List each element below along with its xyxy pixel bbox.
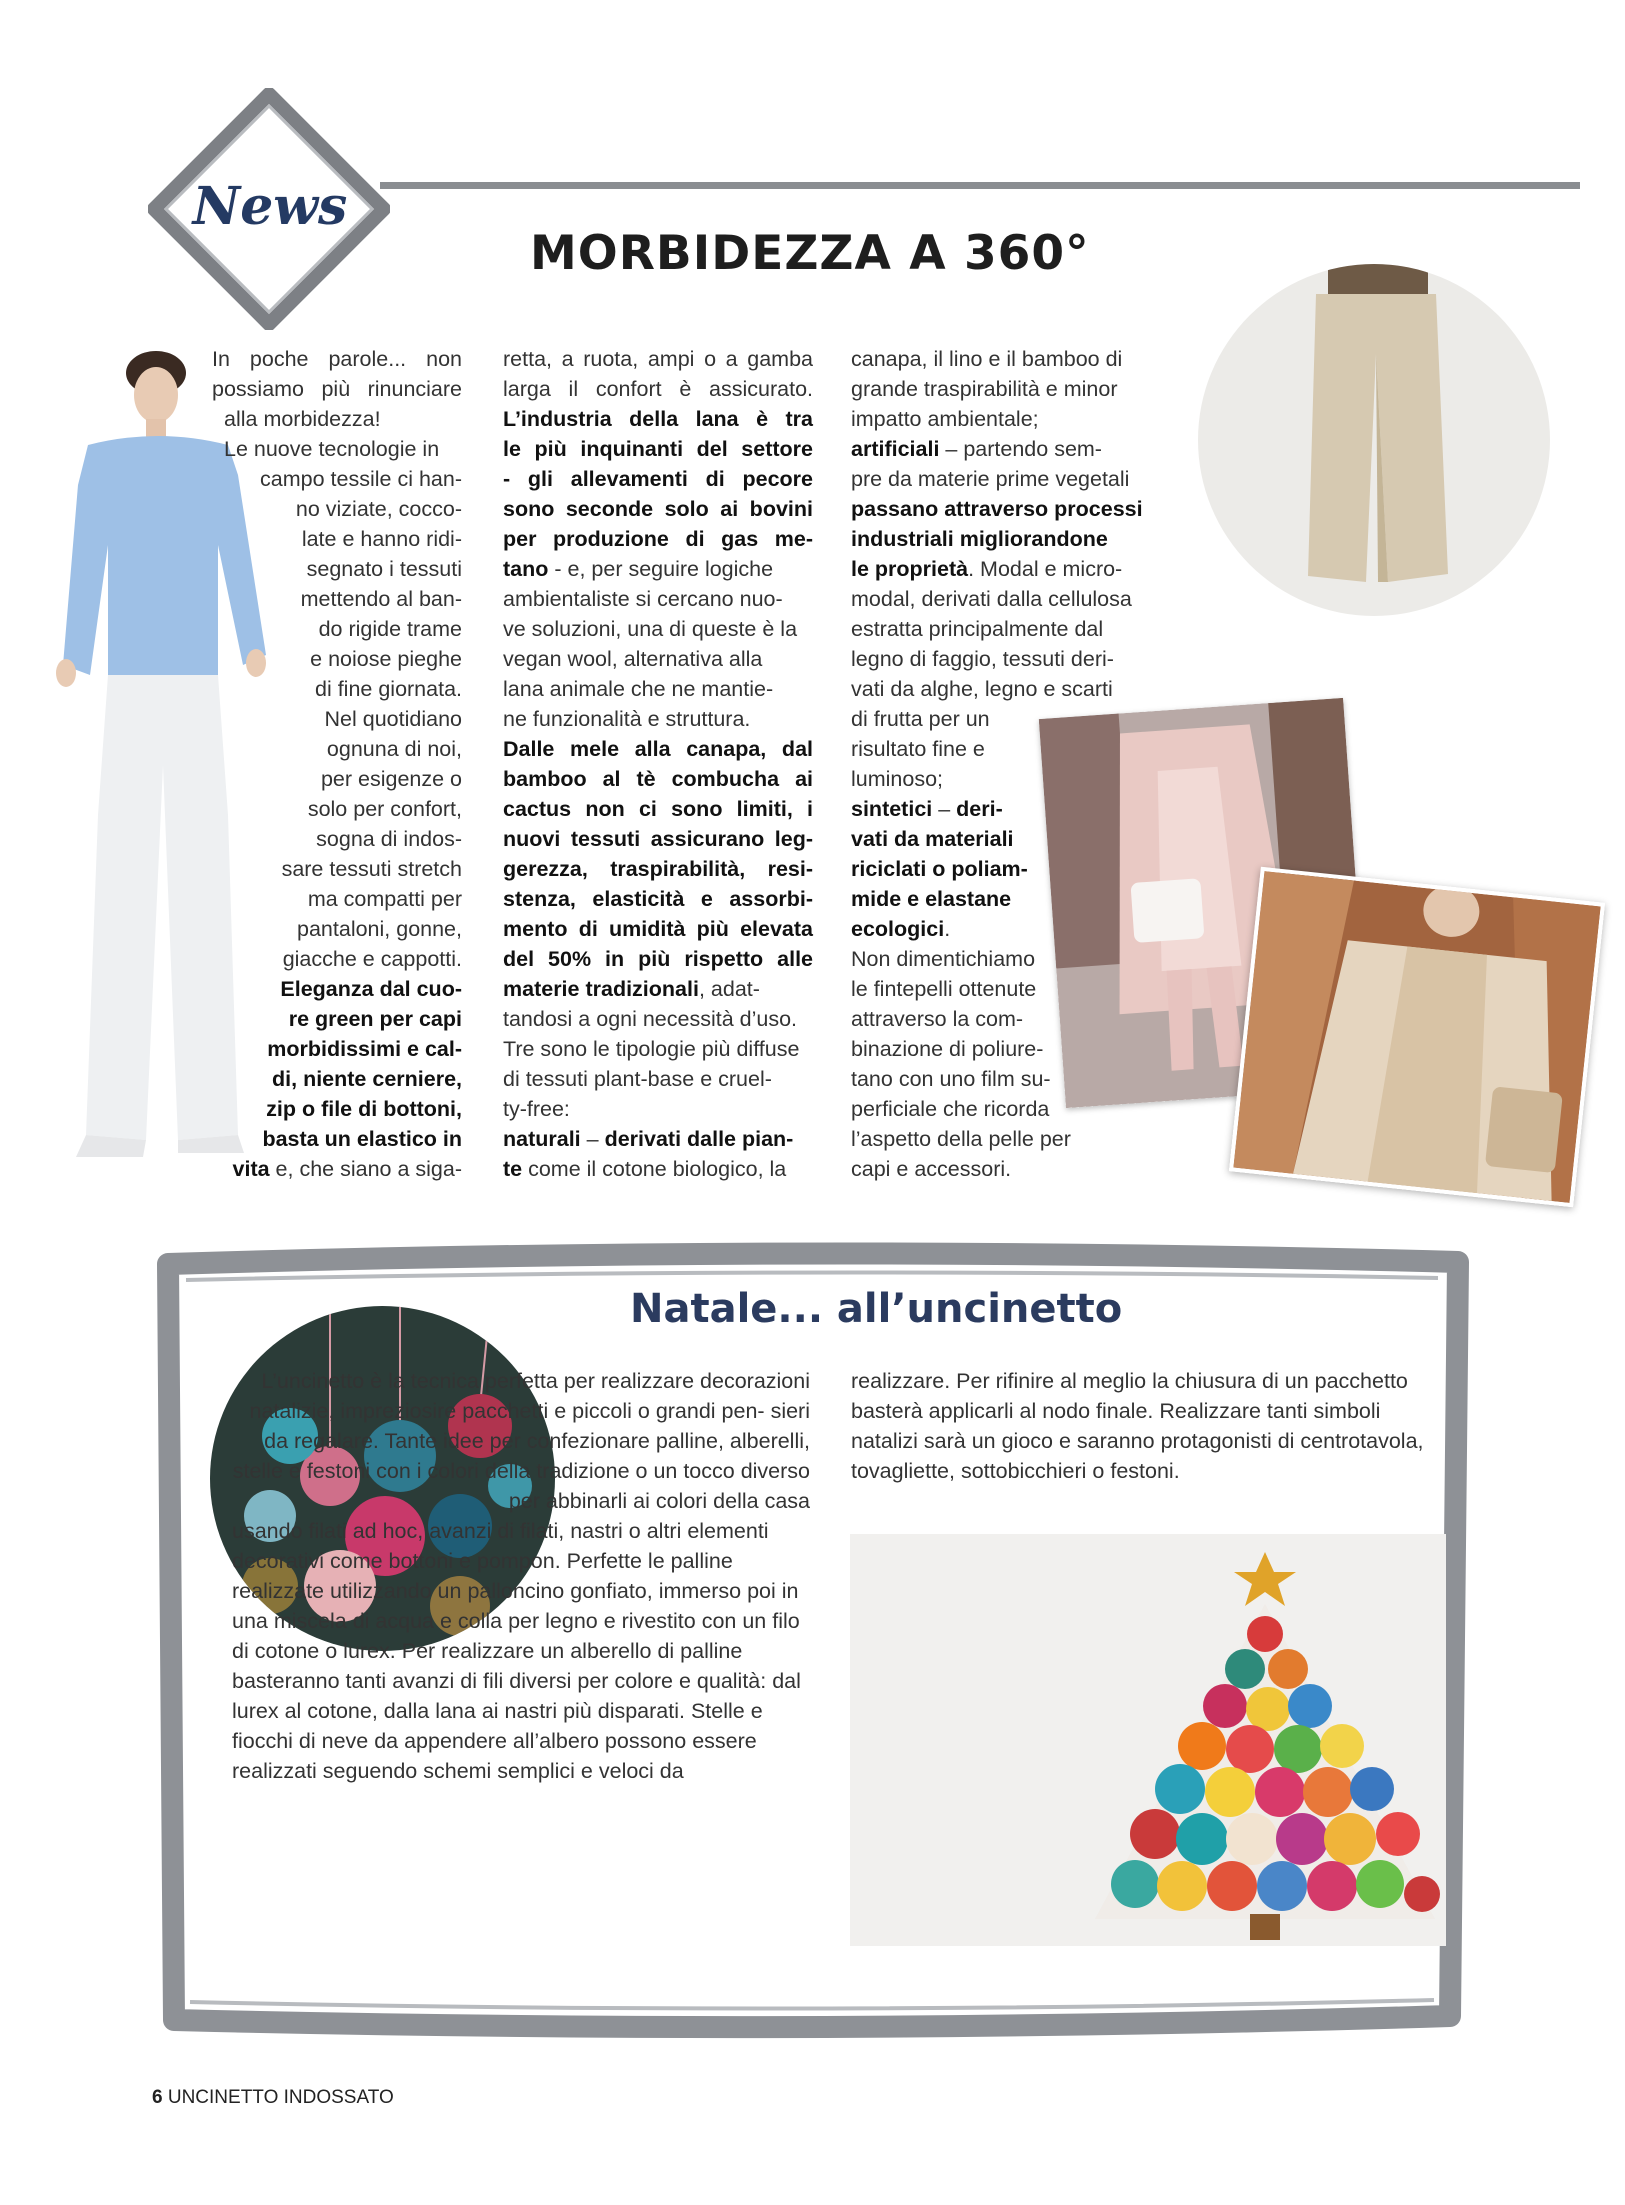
- text-line: di fine giornata.: [314, 677, 462, 701]
- text-line: [503, 974, 813, 1004]
- text-line: le più inquinanti del settore: [503, 437, 813, 461]
- text-line: giacche e cappotti.: [282, 947, 462, 971]
- text-line: re green per capi: [288, 1007, 462, 1031]
- text-line: vegan wool, alternativa alla: [503, 647, 763, 671]
- text-line: riciclati o poliam-: [851, 857, 1028, 881]
- text-line: In poche parole... non: [212, 347, 462, 371]
- text-line: pre da materie prime vegetali: [851, 467, 1130, 491]
- text-line: ne funzionalità e struttura.: [503, 707, 751, 731]
- text-line: cactus non ci sono limiti, i: [503, 797, 813, 821]
- text-line: Perfette le palline realizzate utilizzando un palloncino: [232, 1549, 733, 1603]
- text-line: industriali migliorandone: [851, 527, 1108, 551]
- text-line: larga il confort è assicurato.: [503, 377, 813, 401]
- trousers-photo: [1198, 264, 1550, 616]
- news-badge: [148, 88, 390, 330]
- bold-text: materie tradizionali: [503, 977, 699, 1001]
- text-line: lana animale che ne mantie-: [503, 677, 774, 701]
- text-line: perficiale che ricorda: [851, 1097, 1050, 1121]
- text-line: basterà applicarli al nodo finale.: [851, 1399, 1154, 1423]
- text-line: mettendo al ban-: [300, 587, 462, 611]
- text-line: Stelle e fiocchi di neve da appendere all’albero possono: [232, 1699, 763, 1753]
- text-line: dalla lana ai nastri più disparati.: [383, 1699, 685, 1723]
- text-line: vati da materiali: [851, 827, 1014, 851]
- text-line: late e hanno ridi-: [301, 527, 462, 551]
- text-line: no viziate, cocco-: [295, 497, 462, 521]
- text-line: [851, 554, 1161, 584]
- text-line: alla morbidezza!: [224, 407, 381, 431]
- page-title: MORBIDEZZA A 360°: [530, 226, 1090, 281]
- text-line: estratta principalmente dal: [851, 617, 1104, 641]
- text-line: realizzare. Per rifinire al meglio la chiusura di un pacchetto: [851, 1369, 1408, 1393]
- text-line: retta, a ruota, ampi o a gamba: [503, 347, 813, 371]
- text-line: Tre sono le tipologie più diffuse: [503, 1037, 800, 1061]
- text-fragment: e, che siano a siga-: [269, 1157, 462, 1181]
- text-line: segnato i tessuti: [306, 557, 462, 581]
- text-line: e piccoli o grandi pen-: [554, 1399, 765, 1423]
- text-fragment: come il cotone biologico, la: [522, 1157, 787, 1181]
- text-line: le fintepelli ottenute: [851, 977, 1037, 1001]
- page-footer: [152, 2087, 394, 2109]
- text-line: legno di faggio, tessuti deri-: [851, 647, 1114, 671]
- text-line: [212, 1154, 462, 1184]
- bold-text: te: [503, 1157, 523, 1181]
- text-line: di tessuti plant-base e cruel-: [503, 1067, 772, 1091]
- text-line: Nel quotidiano: [324, 707, 462, 731]
- text-fragment: – partendo sem-: [939, 437, 1102, 461]
- text-fragment: –: [580, 1127, 605, 1151]
- text-line: [851, 434, 1161, 464]
- text-line: Non dimentichiamo: [851, 947, 1036, 971]
- bold-text: tano: [503, 557, 549, 581]
- text-line: zip o file di bottoni,: [266, 1097, 462, 1121]
- text-line: ambientaliste si cercano nuo-: [503, 587, 783, 611]
- text-line: palline, alberelli, stelle: [232, 1429, 810, 1483]
- text-line: impreziosire pacchetti: [340, 1399, 549, 1423]
- text-line: idee per confezionare: [443, 1429, 650, 1453]
- text-line: e noiose pieghe: [310, 647, 462, 671]
- text-line: Eleganza dal cuo-: [280, 977, 462, 1001]
- text-line: [503, 554, 813, 584]
- text-line: vati da alghe, legno e scarti: [851, 677, 1113, 701]
- article-column-2: [503, 344, 813, 1184]
- text-line: ma compatti per: [307, 887, 462, 911]
- text-line: ty-free:: [503, 1097, 570, 1121]
- text-line: binazione di poliure-: [851, 1037, 1044, 1061]
- text-line: bamboo al tè combucha ai: [503, 767, 813, 791]
- text-line: Per realizzare un alberello di palline basteranno tanti: [232, 1639, 743, 1693]
- text-line: e festoni con i colori della: [288, 1459, 531, 1483]
- bold-text: le proprietà: [851, 557, 969, 581]
- text-line: decorazioni natalizie,: [249, 1369, 810, 1423]
- text-line: sieri da regalare. Tante: [264, 1399, 810, 1453]
- text-line: possiamo più rinunciare: [212, 377, 462, 401]
- text-fragment: - e, per seguire logiche: [548, 557, 774, 581]
- text-line: gonfiato, immerso poi in una miscela di acqua e colla per: [232, 1579, 799, 1633]
- text-line: legno e rivestito con un filo di cotone o lurex.: [232, 1609, 800, 1663]
- text-line: sono seconde solo ai bovini: [503, 497, 813, 521]
- text-line: del 50% in più rispetto alle: [503, 947, 813, 971]
- text-line: [503, 1154, 813, 1184]
- bold-text: artificiali: [851, 437, 940, 461]
- text-line: per produzione di gas me-: [503, 527, 813, 551]
- paragraph: [232, 1366, 810, 1516]
- text-line: pantaloni, gonne,: [297, 917, 462, 941]
- text-line: impatto ambientale;: [851, 407, 1039, 431]
- text-line: decorativi come bottoni e pompon.: [232, 1549, 561, 1573]
- header-rule: [380, 182, 1580, 189]
- text-line: solo per confort,: [307, 797, 462, 821]
- article-column-1: [212, 344, 462, 1184]
- text-line: L’industria della lana è tra: [503, 407, 813, 431]
- text-line: capi e accessori.: [851, 1157, 1012, 1181]
- text-line: festoni.: [1110, 1459, 1180, 1483]
- crochet-tree-photo: [850, 1534, 1446, 1946]
- text-line: - gli allevamenti di pecore: [503, 467, 813, 491]
- text-line: mide e elastane: [851, 887, 1012, 911]
- news-badge-label: News: [192, 176, 348, 237]
- text-line: l’aspetto della pelle per: [851, 1127, 1071, 1151]
- text-line: canapa, il lino e il bamboo di: [851, 347, 1123, 371]
- text-line: tradizione o un tocco diverso: [536, 1459, 810, 1483]
- text-line: nuovi tessuti assicurano leg-: [503, 827, 813, 851]
- text-line: protagonisti di centrotavola, tovagliette, sottobicchieri o: [851, 1429, 1424, 1483]
- bold-text: derivati dalle pian-: [604, 1127, 794, 1151]
- text-line: Le nuove tecnologie in: [224, 437, 440, 461]
- text-line: essere realizzati seguendo schemi semplici e veloci da: [232, 1729, 757, 1783]
- box-title: Natale... all’uncinetto: [630, 1286, 1123, 1332]
- text-line: [503, 1124, 813, 1154]
- text-line: ognuna di noi,: [326, 737, 462, 761]
- text-line: attraverso la com-: [851, 1007, 1024, 1031]
- bold-text: deri-: [956, 797, 1003, 821]
- bold-text: ecologici: [851, 917, 945, 941]
- text-line: avanzi di fili diversi per colore e qualità: dal lurex al cotone,: [232, 1669, 801, 1723]
- text-line: passano attraverso processi: [851, 497, 1143, 521]
- text-line: usando filati ad hoc, avanzi di filati, nastri o altri elementi: [232, 1519, 769, 1543]
- text-line: tandosi a ogni necessità d’uso.: [503, 1007, 798, 1031]
- text-line: di, niente cerniere,: [272, 1067, 462, 1091]
- text-line: basta un elastico in: [262, 1127, 462, 1151]
- text-line: mento di umidità più elevata: [503, 917, 813, 941]
- text-line: per abbinarli ai colori della casa: [508, 1489, 810, 1513]
- text-fragment: –: [932, 797, 957, 821]
- magazine-name: UNCINETTO INDOSSATO: [167, 2087, 394, 2108]
- text-line: tano con uno film su-: [851, 1067, 1051, 1091]
- bold-text: naturali: [503, 1127, 581, 1151]
- text-line: grande traspirabilità e minor: [851, 377, 1118, 401]
- text-line: Realizzare tanti simboli natalizi sarà un gioco e saranno: [851, 1399, 1381, 1453]
- text-line: Dalle mele alla canapa, dal: [503, 737, 813, 761]
- text-line: stenza, elasticità e assorbi-: [503, 887, 813, 911]
- text-line: modal, derivati dalla cellulosa: [851, 587, 1132, 611]
- box-column-2: [851, 1366, 1447, 1486]
- bold-text: vita: [232, 1157, 270, 1181]
- bold-text: sintetici: [851, 797, 933, 821]
- text-line: sare tessuti stretch: [281, 857, 462, 881]
- text-line: do rigide trame: [318, 617, 462, 641]
- text-fragment: , adat-: [698, 977, 760, 1001]
- text-line: risultato fine e: [851, 737, 985, 761]
- text-line: ve soluzioni, una di queste è la: [503, 617, 798, 641]
- page-number: 6: [152, 2087, 163, 2108]
- text-line: campo tessile ci han-: [260, 467, 462, 491]
- text-line: di frutta per un: [851, 707, 990, 731]
- text-fragment: . Modal e micro-: [968, 557, 1123, 581]
- text-line: L’uncinetto è la tecnica: [261, 1369, 479, 1393]
- text-line: luminoso;: [851, 767, 944, 791]
- text-fragment: .: [944, 917, 951, 941]
- box-column-1: [232, 1366, 810, 1786]
- text-line: sogna di indos-: [316, 827, 462, 851]
- text-line: perfetta per realizzare: [484, 1369, 695, 1393]
- text-line: gerezza, traspirabilità, resi-: [503, 857, 813, 881]
- text-line: per esigenze o: [320, 767, 462, 791]
- coat-photo: [1229, 867, 1605, 1207]
- text-line: morbidissimi e cal-: [267, 1037, 462, 1061]
